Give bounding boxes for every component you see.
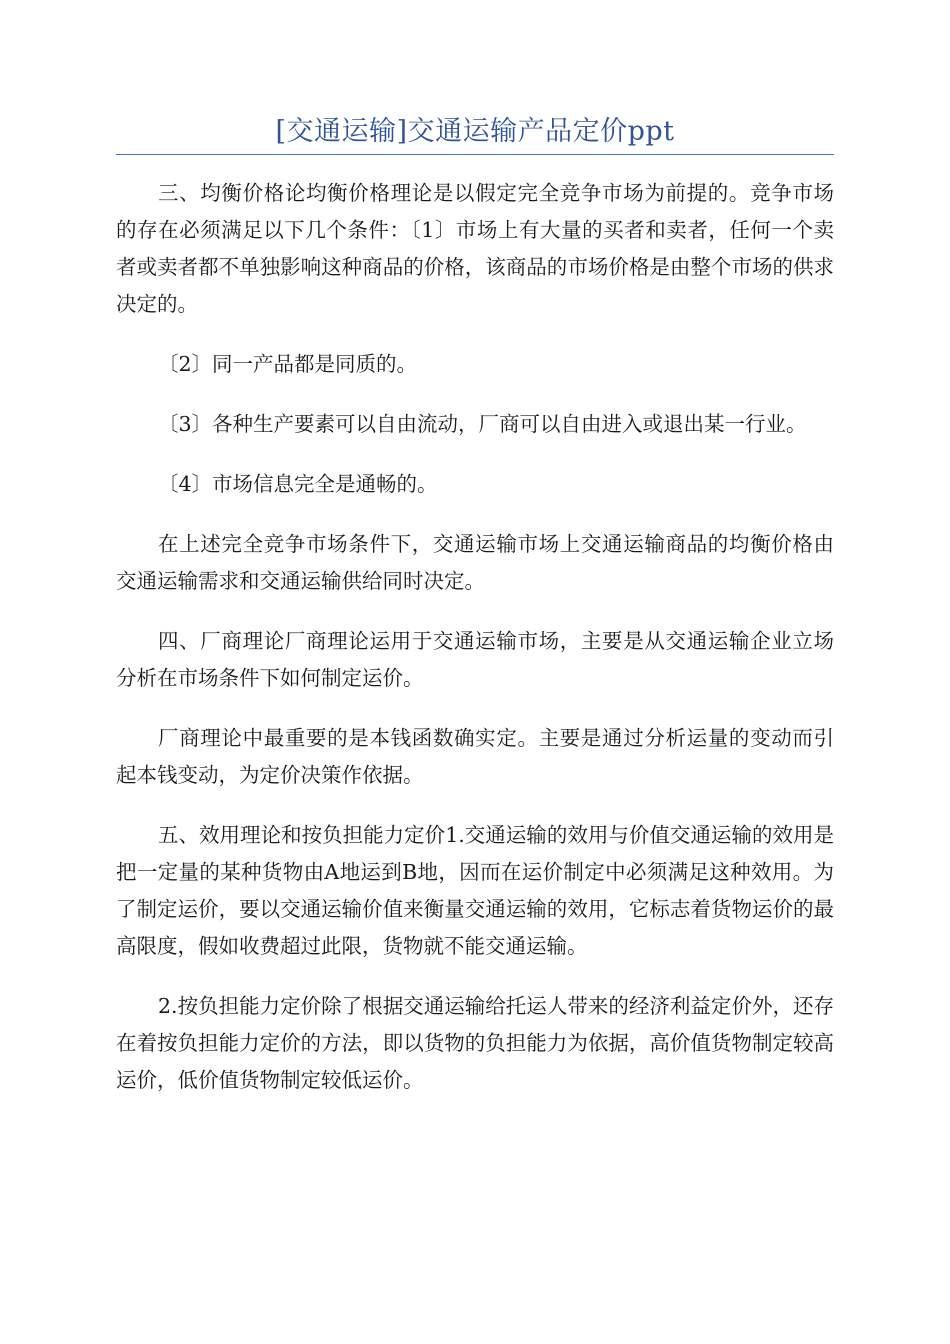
paragraph-firm-theory: 四、厂商理论厂商理论运用于交通运输市场，主要是从交通运输企业立场分析在市场条件下如何制定运价。 [116, 629, 834, 690]
paragraph-utility-theory: 五、效用理论和按负担能力定价1.交通运输的效用与价值交通运输的效用是把一定量的某种货物由A地运到B地，因而在运价制定中必须满足这种效用。为了制定运价，要以交通运输价值来衡量交通运输的效用，它标志着货物运价的最高限度，假如收费超过此限，货物就不能交通运输。 [116, 823, 834, 958]
paragraph-ability-to-pay: 2.按负担能力定价除了根据交通运输给托运人带来的经济利益定价外，还存在着按负担能力定价的方法，即以货物的负担能力为依据，高价值货物制定较高运价，低价值货物制定较低运价。 [116, 994, 834, 1092]
paragraph-condition-2: 〔2〕同一产品都是同质的。 [158, 352, 418, 376]
paragraph-market-conclusion: 在上述完全竞争市场条件下，交通运输市场上交通运输商品的均衡价格由交通运输需求和交通运输供给同时决定。 [116, 532, 834, 593]
title-underline [116, 154, 834, 155]
document-title: [交通运输]交通运输产品定价ppt [275, 116, 675, 147]
paragraph-condition-3: 〔3〕各种生产要素可以自由流动，厂商可以自由进入或退出某一行业。 [158, 412, 807, 436]
document-body [116, 175, 834, 1122]
paragraph-equilibrium-price: 三、均衡价格论均衡价格理论是以假定完全竞争市场为前提的。竞争市场的存在必须满足以下几个条件：〔1〕市场上有大量的买者和卖者，任何一个卖者或卖者都不单独影响这种商品的价格，该商品的市场价格是由整个市场的供求决定的。 [116, 181, 834, 316]
paragraph-cost-function: 厂商理论中最重要的是本钱函数确实定。主要是通过分析运量的变动而引起本钱变动，为定价决策作依据。 [116, 726, 834, 787]
paragraph-condition-4: 〔4〕市场信息完全是通畅的。 [158, 472, 438, 496]
